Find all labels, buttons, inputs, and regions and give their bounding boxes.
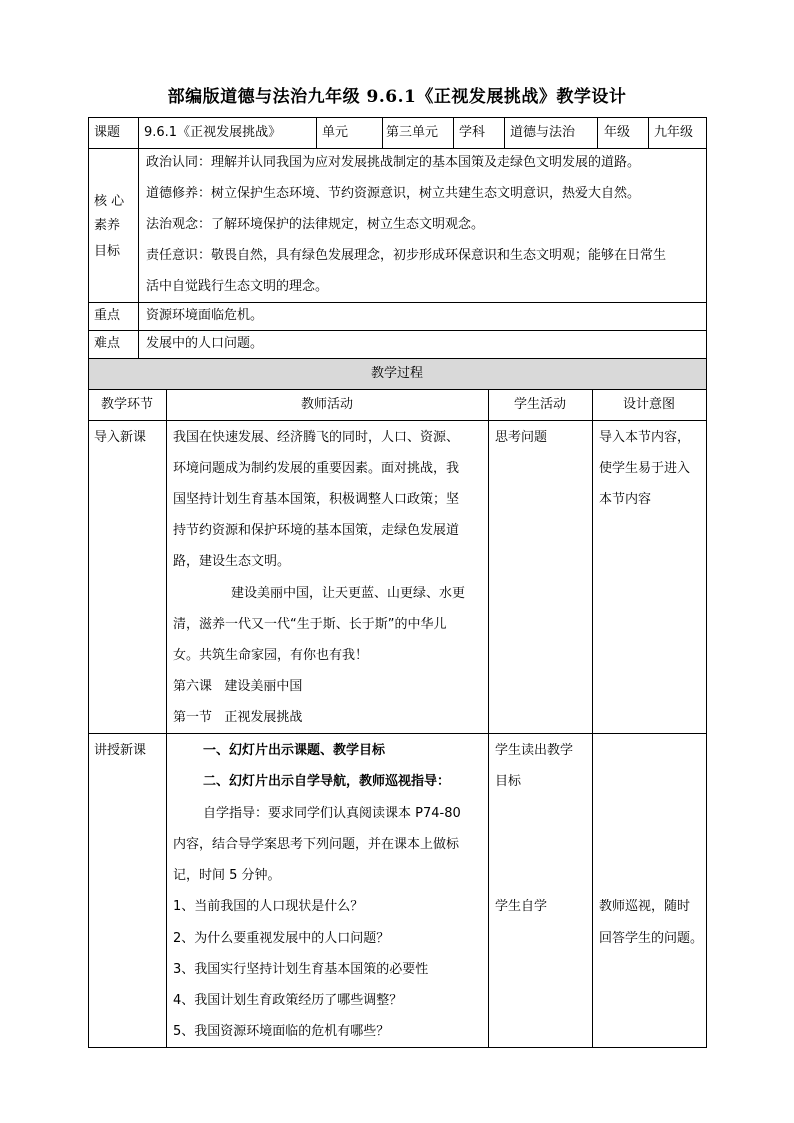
core-goals-label: 素养 <box>94 218 121 233</box>
lecture-teacher-line: 二、幻灯片出示自学导航，教师巡视指导： <box>203 774 451 789</box>
intro-teacher-line: 国坚持计划生育基本国策，积极调整人口政策；坚 <box>173 492 460 507</box>
grade-label: 年级 <box>604 125 631 140</box>
col-divider <box>488 389 489 1048</box>
lecture-teacher-line: 2、为什么要重视发展中的人口问题？ <box>173 931 390 946</box>
core-goals-label: 目标 <box>94 244 121 259</box>
subject-label: 学科 <box>459 125 486 140</box>
lecture-teacher-line: 4、我国计划生育政策经历了哪些调整？ <box>173 993 403 1008</box>
goal-line: 道德修养：树立保护生态环境、节约资源意识，树立共建生态文明意识，热爱大自然。 <box>146 186 641 201</box>
intro-teacher-line: 女。共筑生命家园，有你也有我！ <box>173 648 369 663</box>
goal-line: 责任意识：敬畏自然，具有绿色发展理念，初步形成环保意识和生态文明观；能够在日常生 <box>146 248 667 263</box>
lecture-student-line: 学生自学 <box>495 899 548 914</box>
intro-teacher-line: 我国在快速发展、经济腾飞的同时，人口、资源、 <box>173 430 460 445</box>
lecture-teacher-line: 一、幻灯片出示课题、教学目标 <box>203 743 386 758</box>
col-divider <box>138 148 139 358</box>
difficulty-label: 难点 <box>94 336 121 351</box>
intro-teacher-line: 持节约资源和保护环境的基本国策，走绿色发展道 <box>173 523 460 538</box>
col-header-teacher: 教师活动 <box>300 397 353 412</box>
lecture-teacher-line: 3、我国实行坚持计划生育基本国策的必要性 <box>173 962 429 977</box>
row-divider <box>88 420 707 421</box>
goal-line: 法治观念：了解环境保护的法律规定，树立生态文明观念。 <box>146 217 485 232</box>
table-border-left <box>88 117 89 1048</box>
process-header: 教学过程 <box>370 366 423 381</box>
lecture-student-line: 目标 <box>495 774 522 789</box>
lecture-teacher-line: 1、当前我国的人口现状是什么？ <box>173 899 364 914</box>
intro-intent-line: 本节内容 <box>599 492 652 507</box>
col-divider <box>166 389 167 1048</box>
intro-student: 思考问题 <box>495 430 548 445</box>
unit-label: 单元 <box>322 125 349 140</box>
goal-line: 政治认同：理解并认同我国为应对发展挑战制定的基本国策及走绿色文明发展的道路。 <box>146 155 641 170</box>
core-goals-label: 核 心 <box>94 194 125 209</box>
subject-value: 道德与法治 <box>510 125 576 140</box>
table-border-bottom <box>88 1047 707 1048</box>
intro-teacher-line: 环境问题成为制约发展的重要因素。面对挑战，我 <box>173 461 460 476</box>
intro-teacher-line: 第六课 建设美丽中国 <box>173 679 303 694</box>
col-divider <box>453 117 454 148</box>
col-divider <box>592 389 593 1048</box>
lecture-teacher-line: 5、我国资源环境面临的危机有哪些？ <box>173 1024 390 1039</box>
lecture-teacher-line: 自学指导：要求同学们认真阅读课本 P74-80 <box>203 806 461 821</box>
intro-intent-line: 使学生易于进入 <box>599 461 691 476</box>
intro-teacher-line: 建设美丽中国，让天更蓝、山更绿、水更 <box>231 586 466 601</box>
grade-value: 九年级 <box>654 125 694 140</box>
col-header-intent: 设计意图 <box>622 397 675 412</box>
col-header-student: 学生活动 <box>513 397 566 412</box>
col-divider <box>504 117 505 148</box>
col-header-stage: 教学环节 <box>100 397 153 412</box>
document-title: 部编版道德与法治九年级 9.6.1《正视发展挑战》教学设计 <box>167 87 627 107</box>
lecture-teacher-line: 内容，结合导学案思考下列问题，并在课本上做标 <box>173 837 460 852</box>
unit-value: 第三单元 <box>386 125 439 140</box>
intro-stage: 导入新课 <box>94 430 147 445</box>
intro-teacher-line: 清，滋养一代又一代“生于斯、长于斯”的中华儿 <box>173 617 447 632</box>
difficulty-value: 发展中的人口问题。 <box>146 336 264 351</box>
topic-value: 9.6.1《正视发展挑战》 <box>144 125 282 140</box>
lecture-intent-line: 教师巡视，随时 <box>599 899 691 914</box>
table-border-right <box>706 117 707 1048</box>
key-point-value: 资源环境面临危机。 <box>146 308 264 323</box>
intro-intent-line: 导入本节内容， <box>599 430 691 445</box>
key-point-label: 重点 <box>94 308 121 323</box>
col-divider <box>648 117 649 148</box>
col-divider <box>382 117 383 148</box>
col-divider <box>597 117 598 148</box>
lecture-stage: 讲授新课 <box>94 743 147 758</box>
topic-label: 课题 <box>94 125 121 140</box>
lecture-teacher-line: 记，时间 5 分钟。 <box>173 868 281 883</box>
lecture-student-line: 学生读出教学 <box>495 743 574 758</box>
goal-line: 活中自觉践行生态文明的理念。 <box>146 279 329 294</box>
col-divider <box>138 117 139 148</box>
col-divider <box>316 117 317 148</box>
lecture-intent-line: 回答学生的问题。 <box>599 931 704 946</box>
intro-teacher-line: 路，建设生态文明。 <box>173 554 291 569</box>
intro-teacher-line: 第一节 正视发展挑战 <box>173 710 303 725</box>
row-divider <box>88 733 707 734</box>
